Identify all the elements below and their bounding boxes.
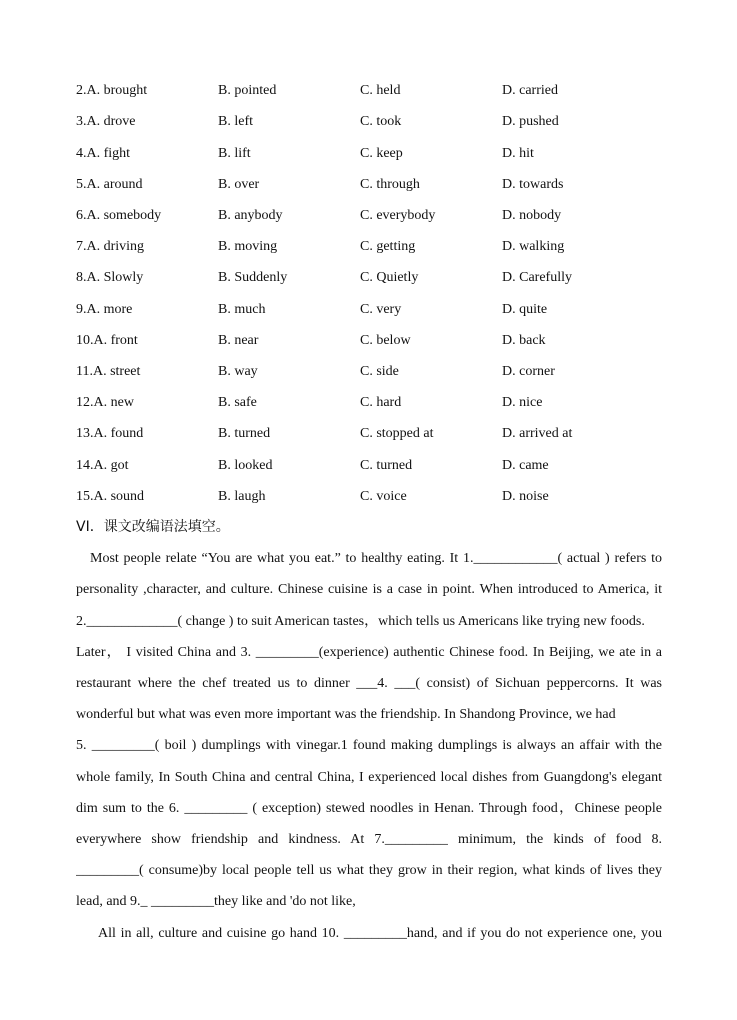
option-b: B. safe bbox=[218, 395, 257, 410]
passage-line: 2._____________( change ) to suit American tastes，which tells us Americans like trying new foods. bbox=[76, 614, 645, 629]
option-b: B. lift bbox=[218, 146, 251, 161]
option-row-11 bbox=[76, 362, 676, 382]
option-b: B. Suddenly bbox=[218, 270, 288, 285]
option-row-14 bbox=[76, 456, 676, 476]
option-c: C. held bbox=[360, 83, 401, 98]
option-c: C. voice bbox=[360, 489, 407, 504]
option-b: B. turned bbox=[218, 426, 271, 441]
option-c: C. keep bbox=[360, 146, 403, 161]
option-row-5 bbox=[76, 175, 676, 195]
passage-line: personality ,character, and culture. Chinese cuisine is a case in point. When introduced to America, it bbox=[76, 582, 662, 597]
option-b: B. near bbox=[218, 333, 259, 348]
option-row-6 bbox=[76, 206, 676, 226]
option-a: 2.A. brought bbox=[76, 83, 148, 98]
option-row-13 bbox=[76, 424, 676, 444]
option-d: D. arrived at bbox=[502, 426, 573, 441]
section-heading: VI．课文改编语法填空。 bbox=[76, 519, 230, 535]
option-b: B. left bbox=[218, 114, 253, 129]
passage-line: wonderful but what was even more important was the friendship. In Shandong Province, we had bbox=[76, 707, 616, 722]
option-b: B. moving bbox=[218, 239, 278, 254]
option-d: D. carried bbox=[502, 83, 558, 98]
option-a: 5.A. around bbox=[76, 177, 143, 192]
option-b: B. way bbox=[218, 364, 258, 379]
option-d: D. walking bbox=[502, 239, 565, 254]
option-a: 9.A. more bbox=[76, 302, 133, 317]
passage-line: 5. _________( boil ) dumplings with vinegar.1 found making dumplings is always an affair with the bbox=[76, 738, 662, 753]
option-d: D. quite bbox=[502, 302, 548, 317]
option-b: B. looked bbox=[218, 458, 273, 473]
option-a: 3.A. drove bbox=[76, 114, 136, 129]
passage-line: restaurant where the chef treated us to dinner ___4. ___( consist) of Sichuan peppercorns. It was bbox=[76, 676, 662, 691]
option-c: C. stopped at bbox=[360, 426, 434, 441]
option-d: D. hit bbox=[502, 146, 534, 161]
option-c: C. took bbox=[360, 114, 402, 129]
option-a: 8.A. Slowly bbox=[76, 270, 144, 285]
option-c: C. everybody bbox=[360, 208, 436, 223]
option-a: 10.A. front bbox=[76, 333, 138, 348]
option-a: 14.A. got bbox=[76, 458, 129, 473]
option-b: B. anybody bbox=[218, 208, 283, 223]
option-d: D. back bbox=[502, 333, 546, 348]
option-c: C. very bbox=[360, 302, 402, 317]
option-a: 7.A. driving bbox=[76, 239, 145, 254]
option-c: C. side bbox=[360, 364, 399, 379]
option-d: D. towards bbox=[502, 177, 564, 192]
passage-line: dim sum to the 6. _________ ( exception) stewed noodles in Henan. Through food，Chinese people bbox=[76, 801, 662, 816]
option-c: C. turned bbox=[360, 458, 413, 473]
option-a: 4.A. fight bbox=[76, 146, 131, 161]
passage-line: All in all, culture and cuisine go hand 10. _________hand, and if you do not experience one, you bbox=[98, 926, 662, 941]
option-a: 6.A. somebody bbox=[76, 208, 162, 223]
option-b: B. laugh bbox=[218, 489, 266, 504]
option-a: 11.A. street bbox=[76, 364, 141, 379]
option-d: D. came bbox=[502, 458, 549, 473]
option-row-3 bbox=[76, 112, 676, 132]
option-b: B. much bbox=[218, 302, 266, 317]
option-a: 15.A. sound bbox=[76, 489, 145, 504]
passage-line: everywhere show friendship and kindness. At 7._________ minimum, the kinds of food 8. bbox=[76, 832, 662, 847]
passage-line: Later， I visited China and 3. _________(experience) authentic Chinese food. In Beijing, we ate in a bbox=[76, 645, 662, 660]
option-c: C. below bbox=[360, 333, 411, 348]
option-row-8 bbox=[76, 268, 676, 288]
option-a: 13.A. found bbox=[76, 426, 144, 441]
option-c: C. hard bbox=[360, 395, 402, 410]
passage-line: _________( consume)by local people tell us what they grow in their region, what kinds of lives they bbox=[76, 863, 662, 878]
option-a: 12.A. new bbox=[76, 395, 134, 410]
passage-line: whole family, In South China and central China, I experienced local dishes from Guangdong's elegant bbox=[76, 770, 662, 785]
option-c: C. through bbox=[360, 177, 420, 192]
passage-line: lead, and 9._ _________they like and 'do not like, bbox=[76, 894, 356, 909]
option-d: D. pushed bbox=[502, 114, 559, 129]
option-row-15 bbox=[76, 487, 676, 507]
option-b: B. pointed bbox=[218, 83, 277, 98]
option-d: D. nice bbox=[502, 395, 543, 410]
option-row-4 bbox=[76, 144, 676, 164]
option-d: D. noise bbox=[502, 489, 549, 504]
option-row-12 bbox=[76, 393, 676, 413]
option-c: C. getting bbox=[360, 239, 416, 254]
passage-line: Most people relate “You are what you eat.” to healthy eating. It 1.____________( actual ) refers to bbox=[90, 551, 662, 566]
option-d: D. nobody bbox=[502, 208, 562, 223]
option-row-2 bbox=[76, 81, 676, 101]
option-row-10 bbox=[76, 331, 676, 351]
option-b: B. over bbox=[218, 177, 260, 192]
option-row-9 bbox=[76, 300, 676, 320]
option-row-7 bbox=[76, 237, 676, 257]
option-c: C. Quietly bbox=[360, 270, 419, 285]
option-d: D. Carefully bbox=[502, 270, 572, 285]
option-d: D. corner bbox=[502, 364, 555, 379]
